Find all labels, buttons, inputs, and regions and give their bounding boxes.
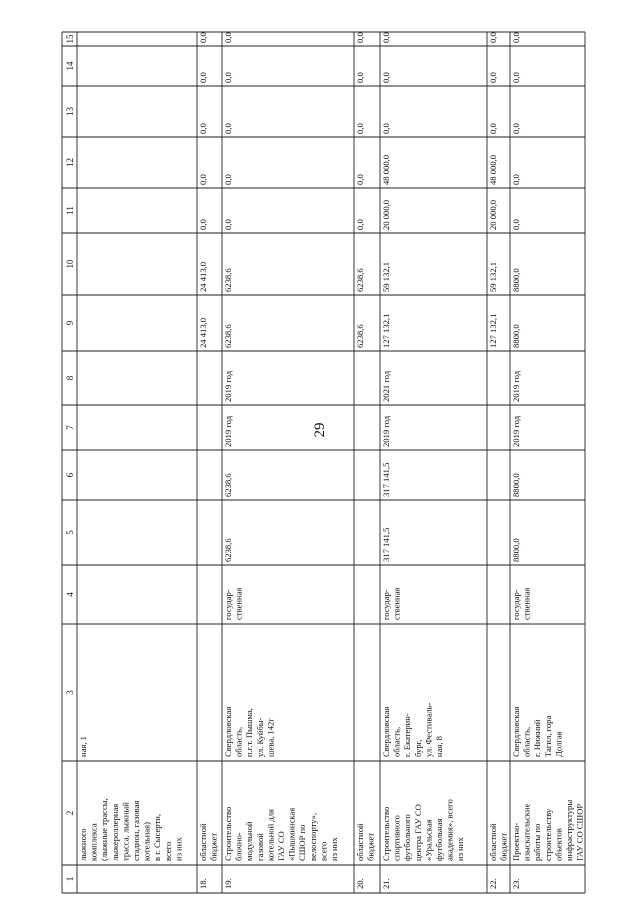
row-0-name-line-0: лыжного xyxy=(78,828,88,861)
header-number-12: 12 xyxy=(65,158,75,167)
row-1-col-10: 24 413,0 xyxy=(198,261,208,292)
row-4-col-6: 317 141,5 xyxy=(381,462,391,497)
row-4-col-12: 48 000,0 xyxy=(381,154,391,185)
row-4-col-11: 20 000,0 xyxy=(381,199,391,230)
table-cells xyxy=(65,32,585,889)
row-6-name-line-3: строительству xyxy=(542,808,553,861)
row-6-col-5: 8800,0 xyxy=(511,538,521,562)
row-2-col-6: 6238,6 xyxy=(223,473,233,497)
row-5-col-12: 48 000,0 xyxy=(488,154,498,185)
row-1-col-15: 0,0 xyxy=(198,32,208,43)
row-4-address-line-3: бург, xyxy=(412,739,423,757)
row-0-name-line-9: из них xyxy=(173,837,184,861)
row-2-address-line-0: Свердловская xyxy=(223,706,233,757)
row-1-name-line-0: областной xyxy=(198,823,208,861)
row-4-address-line-0: Свердловская xyxy=(381,706,391,757)
header-number-9: 9 xyxy=(65,320,75,326)
row-6-col-10: 8800,0 xyxy=(511,268,521,292)
row-6-name-line-4: объектов xyxy=(553,828,564,861)
row-2-address-line-3: ул. Куйбы- xyxy=(254,717,265,757)
table-grid xyxy=(62,32,585,893)
header-number-13: 13 xyxy=(65,107,75,116)
row-3-col-13: 0,0 xyxy=(355,123,365,134)
row-6-col-14: 0,0 xyxy=(511,72,521,83)
row-6-name-line-0: Проектно- xyxy=(511,822,521,861)
row-4-address-line-5: ная, 8 xyxy=(434,736,444,757)
row-3-col-9: 6238,6 xyxy=(355,324,365,348)
row-6-address-line-1: область, xyxy=(521,726,532,757)
row-4-ownership-line-0: государ- xyxy=(381,589,391,620)
row-5-col-9: 127 132,1 xyxy=(488,313,498,348)
row-6-name-line-6: ГАУ СО СШОР xyxy=(574,803,585,861)
header-number-8: 8 xyxy=(65,375,75,381)
row-5-name-line-1: бюджет xyxy=(498,832,509,861)
row-4-name-line-6: академия», всего xyxy=(444,799,455,861)
row-2-col-11: 0,0 xyxy=(223,219,233,230)
row-2-col-10: 6238,6 xyxy=(223,268,233,292)
header-number-5: 5 xyxy=(65,530,75,535)
row-2-name-line-4: котельной для xyxy=(265,809,276,861)
row-2-name-line-10: из них xyxy=(329,837,339,861)
row-0-name-line-4: трасса, лыжный xyxy=(120,802,131,861)
header-number-14: 14 xyxy=(65,61,75,71)
row-1-col-14: 0,0 xyxy=(198,72,208,83)
row-2-ownership-line-0: государ- xyxy=(223,589,233,620)
row-6-col-13: 0,0 xyxy=(511,123,521,134)
row-2-col-9: 6238,6 xyxy=(223,324,233,348)
header-number-3: 3 xyxy=(65,690,75,695)
row-3-col-11: 0,0 xyxy=(355,219,365,230)
header-number-4: 4 xyxy=(65,592,75,597)
row-2-name-line-9: всего xyxy=(318,841,329,861)
header-number-7: 7 xyxy=(65,425,75,430)
row-3-col-12: 0,0 xyxy=(355,174,365,185)
row-6-address-line-2: г. Нижний xyxy=(532,719,543,757)
row-3-col-15: 0,0 xyxy=(355,32,365,43)
row-2-name-line-0: Строительство xyxy=(223,806,233,861)
row-6-number: 23. xyxy=(511,878,521,889)
row-2-name-line-6: «Пышминская xyxy=(286,807,297,861)
row-2-address-line-1: область, xyxy=(233,726,244,757)
row-2-name-line-8: велоспорту», xyxy=(307,812,318,861)
row-1-col-11: 0,0 xyxy=(198,219,208,230)
row-3-col-10: 6238,6 xyxy=(355,268,365,292)
row-5-number: 22. xyxy=(488,878,498,889)
row-2-col-8: 2019 год xyxy=(223,370,233,402)
row-5-col-14: 0,0 xyxy=(488,72,498,83)
row-0-name-line-8: всего xyxy=(162,841,173,861)
row-1-col-9: 24 413,0 xyxy=(198,317,208,348)
row-0-name-line-6: котельная) xyxy=(141,822,152,861)
row-6-col-11: 0,0 xyxy=(511,219,521,230)
row-6-col-8: 2019 год xyxy=(511,370,521,402)
header-number-2: 2 xyxy=(65,810,75,816)
row-5-col-13: 0,0 xyxy=(488,123,498,134)
row-2-address-line-4: шева, 142г xyxy=(265,718,276,757)
row-5-col-15: 0,0 xyxy=(488,32,498,43)
row-2-col-5: 6238,6 xyxy=(223,538,233,562)
row-0-address-line-0: ная, 1 xyxy=(78,736,88,757)
row-3-col-14: 0,0 xyxy=(355,72,365,83)
row-4-name-line-5: футбольная xyxy=(434,818,444,861)
header-number-15: 15 xyxy=(65,34,75,44)
row-4-col-13: 0,0 xyxy=(381,123,391,134)
row-6-col-6: 8800,0 xyxy=(511,473,521,497)
row-1-number: 18. xyxy=(198,878,208,889)
row-2-col-7: 2019 год xyxy=(223,415,233,447)
header-number-10: 10 xyxy=(65,259,75,269)
header-number-1: 1 xyxy=(65,876,75,882)
row-5-col-10: 59 132,1 xyxy=(488,261,498,292)
row-2-col-13: 0,0 xyxy=(223,123,233,134)
row-2-number: 19. xyxy=(223,878,233,889)
row-2-name-line-2: модульной xyxy=(244,821,255,861)
row-4-name-line-2: футбольного xyxy=(402,814,413,861)
row-4-name-line-0: Строительство xyxy=(381,806,391,861)
row-6-col-12: 0,0 xyxy=(511,174,521,185)
row-6-ownership-line-1: ственная xyxy=(521,587,532,620)
row-4-name-line-4: «Уральская xyxy=(423,819,434,861)
row-6-ownership-line-0: государ- xyxy=(511,589,521,620)
page-number: 29 xyxy=(312,422,328,438)
row-6-col-15: 0,0 xyxy=(511,32,521,43)
row-4-col-14: 0,0 xyxy=(381,72,391,83)
row-2-col-15: 0,0 xyxy=(223,32,233,43)
row-1-name-line-1: бюджет xyxy=(208,832,219,861)
row-6-name-line-5: инфраструктуры xyxy=(564,799,574,861)
row-3-name-line-1: бюджет xyxy=(365,832,376,861)
row-4-name-line-7: из них xyxy=(455,837,466,861)
row-6-address-line-0: Свердловская xyxy=(511,706,521,757)
row-2-ownership-line-1: ственная xyxy=(233,587,244,620)
row-4-name-line-3: центра ГАУ СО xyxy=(412,804,423,861)
row-2-name-line-7: СШОР по xyxy=(297,824,308,861)
row-0-name-line-7: в г. Сысерти, xyxy=(152,814,163,861)
row-3-number: 20. xyxy=(355,878,365,889)
row-6-col-7: 2019 год xyxy=(511,415,521,447)
row-2-address-line-2: п.г.т. Пышма, xyxy=(244,708,255,757)
row-0-name-line-2: (лыжные трассы, xyxy=(99,798,110,861)
row-2-col-14: 0,0 xyxy=(223,72,233,83)
row-6-col-9: 8800,0 xyxy=(511,324,521,348)
row-2-col-12: 0,0 xyxy=(223,174,233,185)
row-4-address-line-1: область, xyxy=(391,726,402,757)
row-6-address-line-3: Тагил, гора xyxy=(542,715,553,757)
row-6-name-line-1: изыскательские xyxy=(521,803,532,861)
row-4-col-9: 127 132,1 xyxy=(381,313,391,348)
header-number-6: 6 xyxy=(65,472,75,478)
row-4-col-10: 59 132,1 xyxy=(381,261,391,292)
row-4-col-15: 0,0 xyxy=(381,32,391,43)
row-0-name-line-3: лыжероллерная xyxy=(109,803,120,861)
row-0-name-line-5: стадион, газовая xyxy=(131,800,141,861)
row-0-name-line-1: комплекса xyxy=(88,823,99,861)
row-4-address-line-2: г. Екатерин- xyxy=(402,713,413,757)
row-2-name-line-5: ГАУ СО xyxy=(276,831,286,861)
row-5-col-11: 20 000,0 xyxy=(488,199,498,230)
row-4-col-8: 2021 год xyxy=(381,370,391,402)
row-4-address-line-4: ул. Фестиваль- xyxy=(423,702,434,757)
header-number-11: 11 xyxy=(65,206,75,215)
row-4-ownership-line-1: ственная xyxy=(391,587,402,620)
row-3-name-line-0: областной xyxy=(355,823,365,861)
row-1-col-13: 0,0 xyxy=(198,123,208,134)
row-4-name-line-1: спортивного xyxy=(391,815,402,861)
row-1-col-12: 0,0 xyxy=(198,174,208,185)
row-2-name-line-3: газовой xyxy=(254,833,265,861)
row-5-name-line-0: областной xyxy=(488,823,498,861)
row-2-name-line-1: блочно- xyxy=(233,832,244,861)
row-4-col-7: 2019 год xyxy=(381,415,391,447)
row-4-col-5: 317 141,5 xyxy=(381,527,391,562)
row-6-name-line-2: работы по xyxy=(532,823,543,861)
row-6-address-line-4: Долгая xyxy=(553,731,564,757)
row-4-number: 21. xyxy=(381,878,391,889)
